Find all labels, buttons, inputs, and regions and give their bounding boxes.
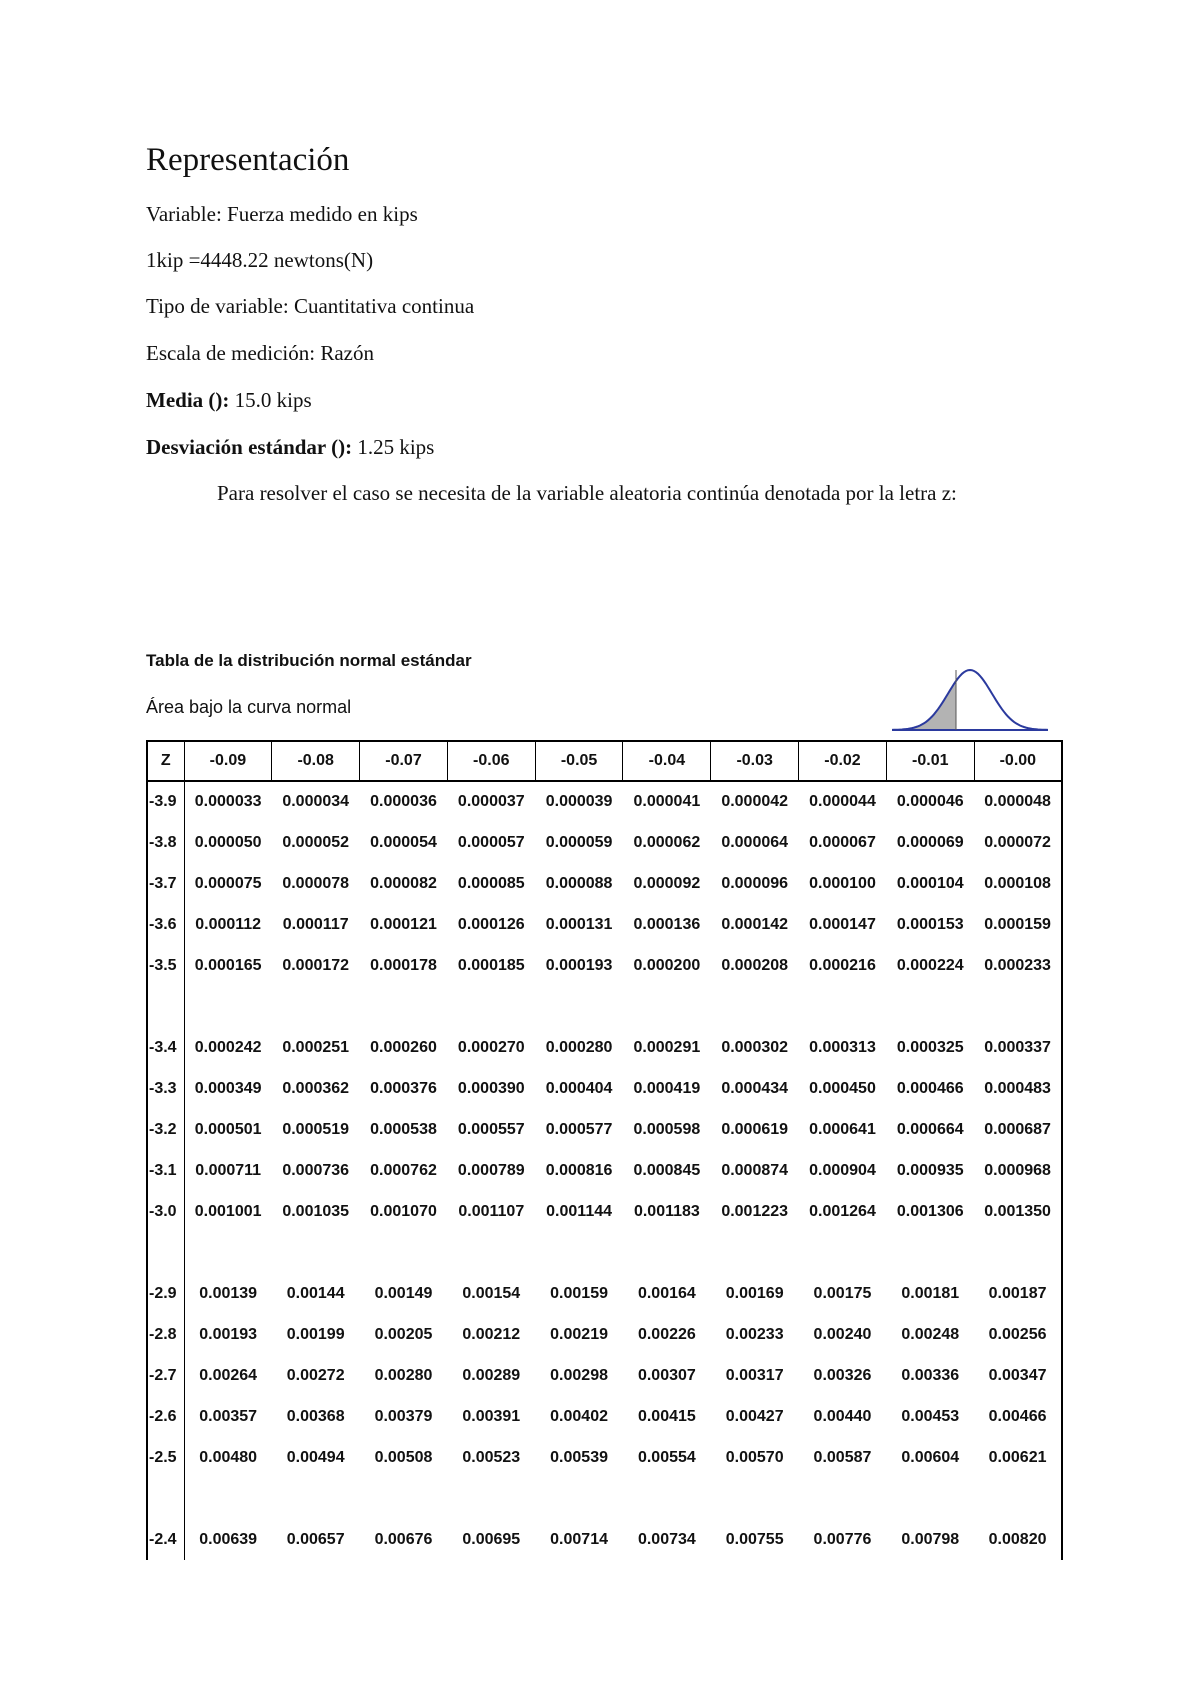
spacer-cell: [147, 1232, 184, 1273]
probability-cell: 0.001264: [809, 1202, 876, 1220]
probability-cell: 0.00280: [374, 1366, 433, 1384]
probability-cell: 0.00193: [199, 1325, 258, 1343]
probability-cell: 0.000251: [282, 1038, 350, 1056]
probability-cell: 0.000131: [545, 915, 613, 933]
probability-cell: 0.000242: [194, 1038, 262, 1056]
probability-cell: 0.000291: [633, 1038, 701, 1056]
probability-cell: 0.000172: [282, 956, 350, 974]
probability-cell: 0.001350: [984, 1202, 1051, 1220]
probability-cell: 0.000362: [282, 1079, 350, 1097]
probability-cell: 0.00494: [286, 1448, 345, 1466]
z-value-cell: -3.5: [147, 945, 184, 986]
probability-cell: 0.000466: [896, 1079, 964, 1097]
probability-cell: 0.000404: [545, 1079, 613, 1097]
probability-cell: 0.00570: [725, 1448, 784, 1466]
probability-cell: 0.000762: [370, 1161, 437, 1179]
z-value-cell: -2.5: [147, 1437, 184, 1478]
probability-cell: 0.00326: [813, 1366, 872, 1384]
probability-cell: 0.00164: [637, 1284, 696, 1302]
probability-cell: 0.000845: [633, 1161, 701, 1179]
probability-cell: 0.00402: [550, 1407, 608, 1425]
probability-cell: 0.00187: [988, 1284, 1047, 1302]
probability-cell: 0.000904: [809, 1161, 876, 1179]
spacer-cell: [147, 1478, 184, 1519]
probability-cell: 0.00169: [725, 1284, 784, 1302]
spacer-cell: [147, 986, 184, 1027]
probability-cell: 0.000619: [721, 1120, 789, 1138]
probability-cell: 0.00440: [813, 1407, 872, 1425]
probability-cell: 0.000048: [984, 793, 1051, 810]
normal-distribution-table: [146, 740, 1063, 1560]
probability-cell: 0.00233: [725, 1325, 784, 1343]
probability-cell: 0.001070: [370, 1202, 437, 1220]
probability-cell: 0.000034: [282, 793, 350, 810]
probability-cell: 0.000313: [809, 1038, 876, 1056]
z-value-cell: -3.0: [147, 1191, 184, 1232]
probability-cell: 0.00357: [199, 1407, 258, 1425]
probability-cell: 0.000501: [194, 1120, 262, 1138]
table-row: [147, 1519, 1062, 1560]
probability-cell: 0.000054: [370, 833, 437, 851]
group-spacer-row: [147, 1232, 1062, 1273]
probability-cell: 0.000072: [984, 833, 1051, 851]
probability-cell: 0.00391: [462, 1407, 521, 1425]
probability-cell: 0.000062: [633, 833, 701, 851]
table-row: [147, 945, 1062, 986]
table-row: [147, 1396, 1062, 1437]
table-header-row: [147, 741, 1062, 781]
column-header: -0.00: [974, 741, 1062, 781]
probability-cell: 0.000088: [545, 874, 613, 892]
std-dev-value: 1.25 kips: [352, 435, 435, 459]
probability-cell: 0.001183: [633, 1202, 700, 1220]
probability-cell: 0.000577: [545, 1120, 613, 1138]
probability-cell: 0.000165: [194, 956, 262, 974]
probability-cell: 0.00755: [725, 1530, 784, 1548]
probability-cell: 0.000044: [809, 793, 876, 810]
z-value-cell: -3.1: [147, 1150, 184, 1191]
table-subtitle: Área bajo la curva normal: [146, 697, 352, 717]
probability-cell: 0.000349: [194, 1079, 262, 1097]
probability-cell: 0.00139: [199, 1284, 258, 1302]
mean-line: [146, 388, 312, 413]
mean-label: Media ():: [146, 388, 230, 412]
probability-cell: 0.001144: [546, 1202, 613, 1220]
probability-cell: 0.000968: [984, 1161, 1051, 1179]
std-dev-label: Desviación estándar ():: [146, 435, 353, 459]
probability-cell: 0.000816: [545, 1161, 613, 1179]
probability-cell: 0.000046: [896, 793, 964, 810]
column-header: -0.03: [711, 741, 799, 781]
probability-cell: 0.000082: [370, 874, 437, 892]
table-row: [147, 1273, 1062, 1314]
normal-curve-icon: [892, 656, 1048, 738]
group-spacer-row: [147, 986, 1062, 1027]
z-value-cell: -3.9: [147, 781, 184, 822]
probability-cell: 0.000193: [545, 956, 613, 974]
probability-cell: 0.000598: [633, 1120, 701, 1138]
spacer-cell: [184, 1478, 1062, 1519]
column-header: -0.08: [272, 741, 360, 781]
z-value-cell: -3.7: [147, 863, 184, 904]
probability-cell: 0.000126: [457, 915, 525, 933]
probability-cell: 0.00175: [813, 1284, 872, 1302]
column-header: -0.06: [447, 741, 535, 781]
z-value-cell: -3.2: [147, 1109, 184, 1150]
z-value-cell: -2.9: [147, 1273, 184, 1314]
probability-cell: 0.000557: [457, 1120, 525, 1138]
probability-cell: 0.001223: [721, 1202, 789, 1220]
probability-cell: 0.000136: [633, 915, 701, 933]
group-spacer-row: [147, 1478, 1062, 1519]
table-row: [147, 822, 1062, 863]
std-dev-line: [146, 435, 434, 460]
probability-cell: 0.00154: [462, 1284, 521, 1302]
probability-cell: 0.00307: [637, 1366, 696, 1384]
probability-cell: 0.000041: [633, 793, 701, 810]
z-value-cell: -2.8: [147, 1314, 184, 1355]
probability-cell: 0.000664: [896, 1120, 964, 1138]
probability-cell: 0.000050: [194, 833, 262, 851]
probability-cell: 0.000376: [370, 1079, 437, 1097]
table-row: [147, 781, 1062, 822]
probability-cell: 0.000390: [457, 1079, 525, 1097]
table-row: [147, 1068, 1062, 1109]
probability-cell: 0.00336: [901, 1366, 960, 1384]
probability-cell: 0.001001: [194, 1202, 262, 1220]
probability-cell: 0.000711: [195, 1161, 262, 1179]
probability-cell: 0.000142: [721, 915, 789, 933]
probability-cell: 0.000325: [896, 1038, 964, 1056]
probability-cell: 0.00798: [901, 1530, 960, 1548]
probability-cell: 0.00159: [550, 1284, 608, 1302]
explanation-paragraph: Para resolver el caso se necesita de la variable aleatoria continúa denotada por la letra z:: [217, 481, 957, 505]
probability-cell: 0.000519: [282, 1120, 350, 1138]
probability-cell: 0.00264: [199, 1366, 258, 1384]
z-value-cell: -2.6: [147, 1396, 184, 1437]
probability-cell: 0.000270: [457, 1038, 525, 1056]
probability-cell: 0.000100: [809, 874, 876, 892]
probability-cell: 0.00256: [988, 1325, 1047, 1343]
probability-cell: 0.00734: [637, 1530, 696, 1548]
probability-cell: 0.000337: [984, 1038, 1051, 1056]
probability-cell: 0.000450: [809, 1079, 876, 1097]
probability-cell: 0.00248: [901, 1325, 960, 1343]
probability-cell: 0.00240: [813, 1325, 872, 1343]
scale-line: Escala de medición: Razón: [146, 341, 374, 365]
probability-cell: 0.00212: [462, 1325, 521, 1343]
probability-cell: 0.000036: [370, 793, 437, 810]
probability-cell: 0.000059: [545, 833, 613, 851]
z-value-cell: -3.4: [147, 1027, 184, 1068]
variable-line: Variable: Fuerza medido en kips: [146, 202, 418, 226]
probability-cell: 0.00587: [813, 1448, 872, 1466]
z-value-cell: -2.7: [147, 1355, 184, 1396]
probability-cell: 0.00657: [286, 1530, 345, 1548]
table-title: Tabla de la distribución normal estándar: [146, 651, 472, 670]
probability-cell: 0.00554: [637, 1448, 696, 1466]
probability-cell: 0.000078: [282, 874, 350, 892]
spacer-cell: [184, 1232, 1062, 1273]
probability-cell: 0.00415: [637, 1407, 696, 1425]
table-row: [147, 1437, 1062, 1478]
probability-cell: 0.000200: [633, 956, 701, 974]
probability-cell: 0.000434: [721, 1079, 789, 1097]
probability-cell: 0.000233: [984, 956, 1051, 974]
probability-cell: 0.00181: [901, 1284, 960, 1302]
probability-cell: 0.000057: [457, 833, 525, 851]
probability-cell: 0.000216: [809, 956, 876, 974]
variable-type-line: Tipo de variable: Cuantitativa continua: [146, 294, 475, 318]
probability-cell: 0.000096: [721, 874, 789, 892]
page-title: Representación: [146, 142, 350, 178]
probability-cell: 0.00604: [901, 1448, 960, 1466]
probability-cell: 0.000104: [896, 874, 964, 892]
probability-cell: 0.00523: [462, 1448, 521, 1466]
probability-cell: 0.00776: [813, 1530, 872, 1548]
probability-cell: 0.00621: [988, 1448, 1047, 1466]
probability-cell: 0.000108: [984, 874, 1051, 892]
probability-cell: 0.000067: [809, 833, 876, 851]
probability-cell: 0.00219: [550, 1325, 608, 1343]
probability-cell: 0.000538: [370, 1120, 437, 1138]
probability-cell: 0.00695: [462, 1530, 521, 1548]
column-header: -0.04: [623, 741, 711, 781]
probability-cell: 0.000874: [721, 1161, 789, 1179]
probability-cell: 0.000208: [721, 956, 789, 974]
probability-cell: 0.000033: [194, 793, 262, 810]
probability-cell: 0.000159: [984, 915, 1051, 933]
probability-cell: 0.000092: [633, 874, 701, 892]
probability-cell: 0.00199: [286, 1325, 345, 1343]
probability-cell: 0.000037: [457, 793, 525, 810]
table-row: [147, 863, 1062, 904]
probability-cell: 0.00453: [901, 1407, 960, 1425]
probability-cell: 0.000153: [896, 915, 964, 933]
probability-cell: 0.000147: [809, 915, 876, 933]
probability-cell: 0.000052: [282, 833, 350, 851]
probability-cell: 0.000064: [721, 833, 789, 851]
probability-cell: 0.000260: [370, 1038, 437, 1056]
probability-cell: 0.001306: [896, 1202, 964, 1220]
probability-cell: 0.001107: [458, 1202, 525, 1220]
column-header-z: Z: [147, 741, 184, 781]
probability-cell: 0.000641: [809, 1120, 876, 1138]
probability-cell: 0.000935: [896, 1161, 964, 1179]
probability-cell: 0.00347: [988, 1366, 1047, 1384]
probability-cell: 0.00676: [374, 1530, 433, 1548]
probability-cell: 0.000280: [545, 1038, 613, 1056]
conversion-line: 1kip =4448.22 newtons(N): [146, 248, 374, 272]
probability-cell: 0.000117: [282, 915, 349, 933]
table-row: [147, 1355, 1062, 1396]
probability-cell: 0.00149: [374, 1284, 433, 1302]
table-row: [147, 1027, 1062, 1068]
probability-cell: 0.000075: [194, 874, 262, 892]
probability-cell: 0.000302: [721, 1038, 789, 1056]
z-value-cell: -2.4: [147, 1519, 184, 1560]
table-row: [147, 1150, 1062, 1191]
table-row: [147, 1109, 1062, 1150]
probability-cell: 0.000112: [195, 915, 262, 933]
probability-cell: 0.00714: [550, 1530, 608, 1548]
spacer-cell: [184, 986, 1062, 1027]
probability-cell: 0.00368: [286, 1407, 345, 1425]
probability-cell: 0.000419: [633, 1079, 701, 1097]
probability-cell: 0.000069: [896, 833, 964, 851]
probability-cell: 0.000736: [282, 1161, 350, 1179]
column-header: -0.02: [799, 741, 887, 781]
probability-cell: 0.00298: [550, 1366, 608, 1384]
probability-cell: 0.001035: [282, 1202, 350, 1220]
column-header: -0.07: [360, 741, 448, 781]
mean-value: 15.0 kips: [229, 388, 312, 412]
probability-cell: 0.00466: [988, 1407, 1047, 1425]
probability-cell: 0.000039: [545, 793, 613, 810]
z-value-cell: -3.6: [147, 904, 184, 945]
probability-cell: 0.00379: [374, 1407, 433, 1425]
probability-cell: 0.00508: [374, 1448, 433, 1466]
probability-cell: 0.00289: [462, 1366, 521, 1384]
z-value-cell: -3.3: [147, 1068, 184, 1109]
probability-cell: 0.000224: [896, 956, 964, 974]
probability-cell: 0.00205: [374, 1325, 433, 1343]
probability-cell: 0.000687: [984, 1120, 1051, 1138]
table-row: [147, 1314, 1062, 1355]
table-row: [147, 904, 1062, 945]
probability-cell: 0.000483: [984, 1079, 1051, 1097]
column-header: -0.05: [535, 741, 623, 781]
probability-cell: 0.000185: [457, 956, 525, 974]
table-row: [147, 1191, 1062, 1232]
probability-cell: 0.000121: [370, 915, 437, 933]
column-header: -0.01: [886, 741, 974, 781]
probability-cell: 0.00427: [725, 1407, 784, 1425]
probability-cell: 0.00539: [550, 1448, 608, 1466]
probability-cell: 0.000085: [457, 874, 525, 892]
probability-cell: 0.000178: [370, 956, 437, 974]
probability-cell: 0.00820: [988, 1530, 1047, 1548]
probability-cell: 0.00226: [637, 1325, 696, 1343]
probability-cell: 0.000789: [457, 1161, 525, 1179]
probability-cell: 0.00639: [199, 1530, 258, 1548]
probability-cell: 0.00144: [286, 1284, 345, 1302]
z-value-cell: -3.8: [147, 822, 184, 863]
probability-cell: 0.00272: [286, 1366, 345, 1384]
probability-cell: 0.000042: [721, 793, 789, 810]
probability-cell: 0.00480: [199, 1448, 258, 1466]
probability-cell: 0.00317: [725, 1366, 784, 1384]
column-header: -0.09: [184, 741, 272, 781]
